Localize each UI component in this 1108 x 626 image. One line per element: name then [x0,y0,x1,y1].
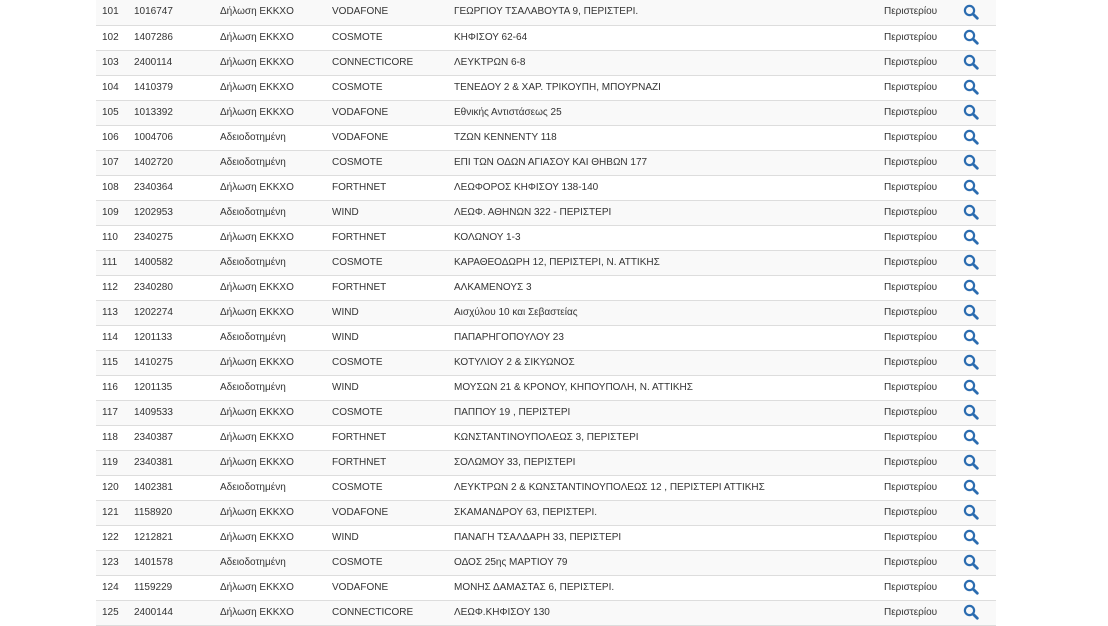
operator-name: COSMOTE [332,25,454,50]
row-actions [946,50,996,75]
search-icon[interactable] [963,404,979,420]
municipality-name: Περιστερίου [884,425,946,450]
license-status: Δήλωση ΕΚΚΧΟ [220,400,332,425]
row-actions [946,525,996,550]
antenna-table-container [96,0,996,626]
row-actions [946,350,996,375]
row-actions [946,300,996,325]
station-code: 1407286 [134,25,220,50]
row-number: 113 [96,300,134,325]
table-row [96,25,996,50]
municipality-name: Περιστερίου [884,300,946,325]
row-actions [946,100,996,125]
row-number: 120 [96,475,134,500]
license-status: Δήλωση ΕΚΚΧΟ [220,300,332,325]
license-status: Δήλωση ΕΚΚΧΟ [220,575,332,600]
operator-name: VODAFONE [332,500,454,525]
row-actions [946,450,996,475]
station-address: ΚΗΦΙΣΟΥ 62-64 [454,25,884,50]
license-status: Δήλωση ΕΚΚΧΟ [220,450,332,475]
row-number: 119 [96,450,134,475]
row-number: 117 [96,400,134,425]
operator-name: COSMOTE [332,550,454,575]
station-code: 2340381 [134,450,220,475]
operator-name: VODAFONE [332,575,454,600]
table-row [96,375,996,400]
table-row [96,475,996,500]
station-address: ΓΕΩΡΓΙΟΥ ΤΣΑΛΑΒΟΥΤΑ 9, ΠΕΡΙΣΤΕΡΙ. [454,0,884,25]
table-row [96,450,996,475]
row-actions [946,475,996,500]
operator-name: COSMOTE [332,75,454,100]
search-icon[interactable] [963,579,979,595]
row-actions [946,250,996,275]
station-address: ΤΕΝΕΔΟΥ 2 & ΧΑΡ. ΤΡΙΚΟΥΠΗ, ΜΠΟΥΡΝΑΖΙ [454,75,884,100]
search-icon[interactable] [963,329,979,345]
municipality-name: Περιστερίου [884,375,946,400]
row-number: 108 [96,175,134,200]
row-number: 125 [96,600,134,625]
station-code: 2340387 [134,425,220,450]
license-status: Δήλωση ΕΚΚΧΟ [220,425,332,450]
table-row [96,575,996,600]
search-icon[interactable] [963,504,979,520]
row-actions [946,400,996,425]
table-row [96,0,996,25]
operator-name: FORTHNET [332,225,454,250]
operator-name: FORTHNET [332,275,454,300]
license-status: Δήλωση ΕΚΚΧΟ [220,350,332,375]
station-code: 1016747 [134,0,220,25]
station-code: 1201133 [134,325,220,350]
row-number: 124 [96,575,134,600]
row-actions [946,200,996,225]
station-address: Εθνικής Αντιστάσεως 25 [454,100,884,125]
table-row [96,75,996,100]
municipality-name: Περιστερίου [884,200,946,225]
station-address: ΛΕΥΚΤΡΩΝ 2 & ΚΩΝΣΤΑΝΤΙΝΟΥΠΟΛΕΩΣ 12 , ΠΕΡΙΣΤΕΡΙ ΑΤΤΙΚΗΣ [454,475,884,500]
search-icon[interactable] [963,104,979,120]
municipality-name: Περιστερίου [884,450,946,475]
license-status: Δήλωση ΕΚΚΧΟ [220,25,332,50]
license-status: Δήλωση ΕΚΚΧΟ [220,500,332,525]
table-row [96,100,996,125]
table-row [96,125,996,150]
row-number: 110 [96,225,134,250]
license-status: Αδειοδοτημένη [220,325,332,350]
operator-name: VODAFONE [332,0,454,25]
municipality-name: Περιστερίου [884,500,946,525]
search-icon[interactable] [963,379,979,395]
row-number: 109 [96,200,134,225]
station-address: ΛΕΩΦΟΡΟΣ ΚΗΦΙΣΟΥ 138-140 [454,175,884,200]
municipality-name: Περιστερίου [884,525,946,550]
municipality-name: Περιστερίου [884,575,946,600]
municipality-name: Περιστερίου [884,225,946,250]
row-actions [946,75,996,100]
row-actions [946,0,996,25]
operator-name: FORTHNET [332,450,454,475]
search-icon[interactable] [963,254,979,270]
table-body [96,0,996,625]
search-icon[interactable] [963,479,979,495]
table-row [96,525,996,550]
row-actions [946,425,996,450]
station-code: 1409533 [134,400,220,425]
row-number: 105 [96,100,134,125]
search-icon[interactable] [963,129,979,145]
license-status: Αδειοδοτημένη [220,375,332,400]
operator-name: VODAFONE [332,125,454,150]
row-number: 122 [96,525,134,550]
station-address: ΣΟΛΩΜΟΥ 33, ΠΕΡΙΣΤΕΡΙ [454,450,884,475]
station-code: 2340364 [134,175,220,200]
station-code: 1202953 [134,200,220,225]
search-icon[interactable] [963,79,979,95]
operator-name: CONNECTICORE [332,600,454,625]
operator-name: COSMOTE [332,475,454,500]
search-icon[interactable] [963,354,979,370]
station-address: ΠΑΠΑΡΗΓΟΠΟΥΛΟΥ 23 [454,325,884,350]
table-row [96,200,996,225]
search-icon[interactable] [963,454,979,470]
row-actions [946,125,996,150]
operator-name: CONNECTICORE [332,50,454,75]
license-status: Αδειοδοτημένη [220,200,332,225]
station-code: 2340275 [134,225,220,250]
municipality-name: Περιστερίου [884,600,946,625]
license-status: Δήλωση ΕΚΚΧΟ [220,225,332,250]
license-status: Δήλωση ΕΚΚΧΟ [220,175,332,200]
search-icon[interactable] [963,604,979,620]
row-number: 101 [96,0,134,25]
municipality-name: Περιστερίου [884,100,946,125]
municipality-name: Περιστερίου [884,150,946,175]
station-address: Αισχύλου 10 και Σεβαστείας [454,300,884,325]
municipality-name: Περιστερίου [884,250,946,275]
station-address: ΟΔΟΣ 25ης ΜΑΡΤΙΟΥ 79 [454,550,884,575]
table-row [96,600,996,625]
operator-name: WIND [332,200,454,225]
station-code: 1400582 [134,250,220,275]
municipality-name: Περιστερίου [884,325,946,350]
municipality-name: Περιστερίου [884,50,946,75]
license-status: Δήλωση ΕΚΚΧΟ [220,275,332,300]
license-status: Δήλωση ΕΚΚΧΟ [220,600,332,625]
station-address: ΛΕΩΦ.ΚΗΦΙΣΟΥ 130 [454,600,884,625]
row-number: 123 [96,550,134,575]
table-row [96,175,996,200]
license-status: Δήλωση ΕΚΚΧΟ [220,50,332,75]
operator-name: VODAFONE [332,100,454,125]
operator-name: WIND [332,300,454,325]
table-row [96,350,996,375]
row-actions [946,500,996,525]
municipality-name: Περιστερίου [884,25,946,50]
table-row [96,325,996,350]
row-number: 112 [96,275,134,300]
municipality-name: Περιστερίου [884,350,946,375]
row-number: 107 [96,150,134,175]
row-actions [946,325,996,350]
station-code: 2400114 [134,50,220,75]
search-icon[interactable] [963,429,979,445]
station-code: 1202274 [134,300,220,325]
station-address: ΕΠΙ ΤΩΝ ΟΔΩΝ ΑΓΙΑΣΟΥ ΚΑΙ ΘΗΒΩΝ 177 [454,150,884,175]
table-row [96,300,996,325]
license-status: Δήλωση ΕΚΚΧΟ [220,75,332,100]
station-code: 1401578 [134,550,220,575]
municipality-name: Περιστερίου [884,175,946,200]
station-address: ΚΑΡΑΘΕΟΔΩΡΗ 12, ΠΕΡΙΣΤΕΡΙ, Ν. ΑΤΤΙΚΗΣ [454,250,884,275]
municipality-name: Περιστερίου [884,125,946,150]
station-address: ΤΖΩΝ ΚΕΝΝΕΝΤΥ 118 [454,125,884,150]
station-address: ΚΟΛΩΝΟΥ 1-3 [454,225,884,250]
license-status: Αδειοδοτημένη [220,250,332,275]
operator-name: FORTHNET [332,425,454,450]
license-status: Αδειοδοτημένη [220,150,332,175]
station-address: ΚΩΝΣΤΑΝΤΙΝΟΥΠΟΛΕΩΣ 3, ΠΕΡΙΣΤΕΡΙ [454,425,884,450]
row-number: 121 [96,500,134,525]
station-code: 1158920 [134,500,220,525]
station-code: 1159229 [134,575,220,600]
station-address: ΠΑΝΑΓΗ ΤΣΑΛΔΑΡΗ 33, ΠΕΡΙΣΤΕΡΙ [454,525,884,550]
search-icon[interactable] [963,204,979,220]
row-actions [946,275,996,300]
station-address: ΛΕΩΦ. ΑΘΗΝΩΝ 322 - ΠΕΡΙΣΤΕΡΙ [454,200,884,225]
operator-name: COSMOTE [332,250,454,275]
table-row [96,400,996,425]
row-actions [946,600,996,625]
municipality-name: Περιστερίου [884,400,946,425]
station-code: 1402720 [134,150,220,175]
row-actions [946,175,996,200]
search-icon[interactable] [963,304,979,320]
operator-name: COSMOTE [332,400,454,425]
station-address: ΠΑΠΠΟΥ 19 , ΠΕΡΙΣΤΕΡΙ [454,400,884,425]
license-status: Δήλωση ΕΚΚΧΟ [220,0,332,25]
search-icon[interactable] [963,4,979,20]
station-address: ΜΟΝΗΣ ΔΑΜΑΣΤΑΣ 6, ΠΕΡΙΣΤΕΡΙ. [454,575,884,600]
row-number: 102 [96,25,134,50]
station-code: 1013392 [134,100,220,125]
row-number: 106 [96,125,134,150]
license-status: Δήλωση ΕΚΚΧΟ [220,525,332,550]
row-number: 115 [96,350,134,375]
table-row [96,275,996,300]
station-address: ΑΛΚΑΜΕΝΟΥΣ 3 [454,275,884,300]
row-number: 104 [96,75,134,100]
row-actions [946,25,996,50]
row-actions [946,575,996,600]
operator-name: WIND [332,375,454,400]
license-status: Αδειοδοτημένη [220,475,332,500]
search-icon[interactable] [963,279,979,295]
row-actions [946,225,996,250]
station-address: ΜΟΥΣΩΝ 21 & ΚΡΟΝΟΥ, ΚΗΠΟΥΠΟΛΗ, Ν. ΑΤΤΙΚΗΣ [454,375,884,400]
table-row [96,500,996,525]
row-number: 116 [96,375,134,400]
operator-name: COSMOTE [332,350,454,375]
row-number: 111 [96,250,134,275]
municipality-name: Περιστερίου [884,275,946,300]
search-icon[interactable] [963,54,979,70]
row-actions [946,550,996,575]
municipality-name: Περιστερίου [884,475,946,500]
station-address: ΛΕΥΚΤΡΩΝ 6-8 [454,50,884,75]
station-code: 1402381 [134,475,220,500]
operator-name: COSMOTE [332,150,454,175]
table-row [96,550,996,575]
row-number: 118 [96,425,134,450]
row-number: 103 [96,50,134,75]
station-address: ΚΟΤΥΛΙΟΥ 2 & ΣΙΚΥΩΝΟΣ [454,350,884,375]
station-code: 1004706 [134,125,220,150]
station-address: ΣΚΑΜΑΝΔΡΟΥ 63, ΠΕΡΙΣΤΕΡΙ. [454,500,884,525]
table-row [96,425,996,450]
row-actions [946,150,996,175]
station-code: 2400144 [134,600,220,625]
search-icon[interactable] [963,29,979,45]
station-code: 1212821 [134,525,220,550]
table-row [96,225,996,250]
search-icon[interactable] [963,554,979,570]
search-icon[interactable] [963,229,979,245]
municipality-name: Περιστερίου [884,550,946,575]
table-row [96,250,996,275]
station-code: 1410275 [134,350,220,375]
station-code: 2340280 [134,275,220,300]
municipality-name: Περιστερίου [884,0,946,25]
table-row [96,50,996,75]
search-icon[interactable] [963,154,979,170]
station-code: 1410379 [134,75,220,100]
operator-name: FORTHNET [332,175,454,200]
operator-name: WIND [332,325,454,350]
antenna-table [96,0,996,626]
license-status: Δήλωση ΕΚΚΧΟ [220,100,332,125]
row-actions [946,375,996,400]
station-code: 1201135 [134,375,220,400]
operator-name: WIND [332,525,454,550]
search-icon[interactable] [963,529,979,545]
license-status: Αδειοδοτημένη [220,550,332,575]
row-number: 114 [96,325,134,350]
table-row [96,150,996,175]
search-icon[interactable] [963,179,979,195]
license-status: Αδειοδοτημένη [220,125,332,150]
municipality-name: Περιστερίου [884,75,946,100]
